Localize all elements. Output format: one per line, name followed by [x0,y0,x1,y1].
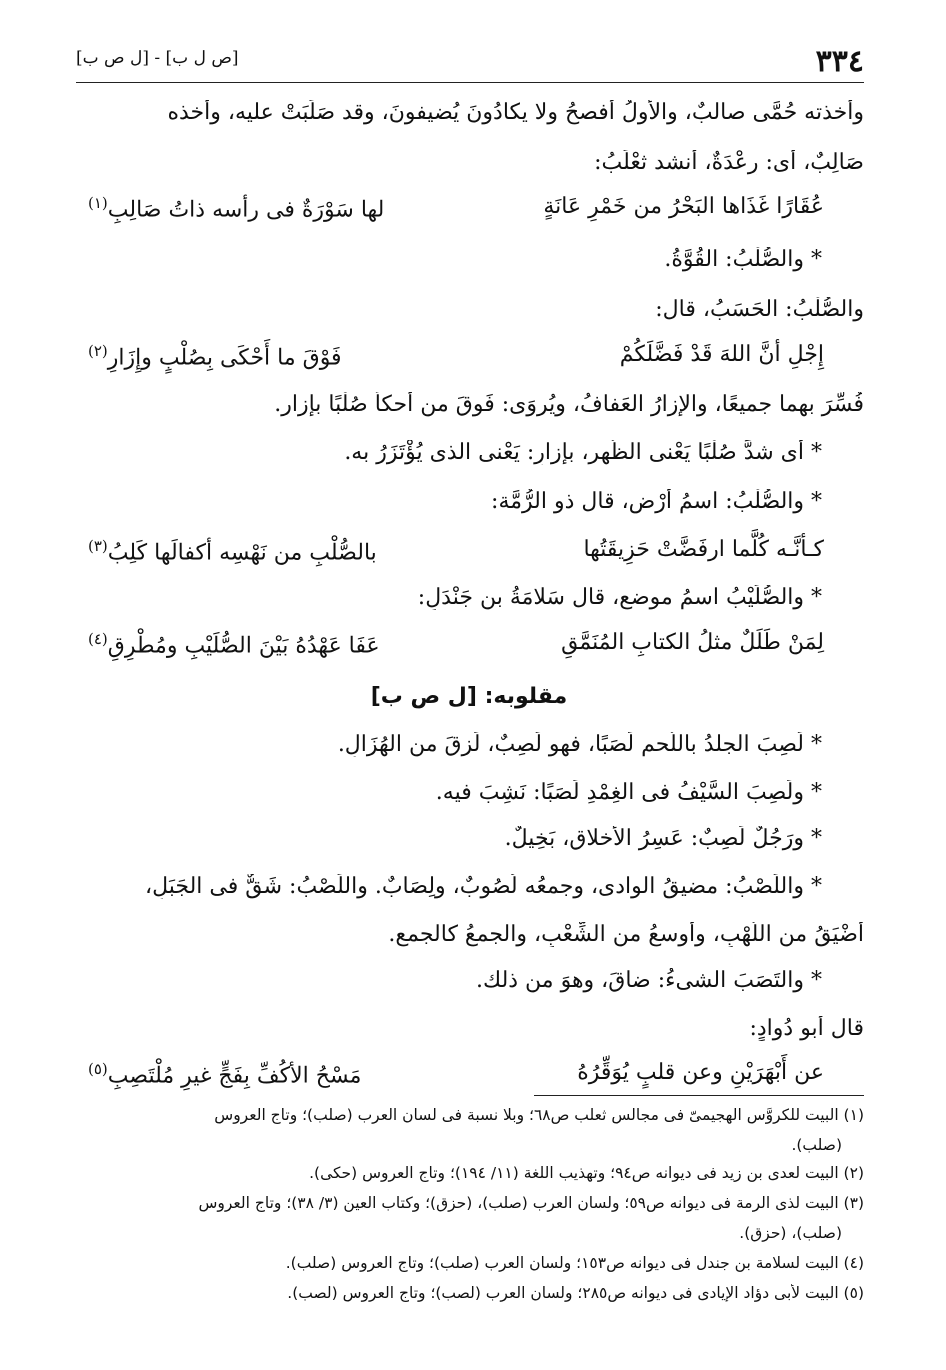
verse-hemistich: لِمَنْ طَلَلٌ مثلُ الكتابِ المُنَمَّقِ [561,630,824,655]
verse-hemistich: لها سَوْرَةٌ فى رأسه ذاتُ صَالِبِ$^{(١)}$ [88,194,385,223]
page-number: ٣٣٤ [815,44,864,79]
text-line: * أى شدَّ صُلْبًا يَعْنى الظَّهر، بإزارٍ: يَعْنى الذى يُؤْتَزَرُ به. [344,440,822,465]
footnote: (١) البيت للكروَّس الهجيمىّ فى مجالس ثعلب ص٦٨؛ وبلا نسبة فى لسان العرب (صلب)؛ وتاج العروس [214,1106,864,1124]
verse-hemistich: مَسْحُ الأكُفِّ بِفَجٍّ غيرِ مُلْتَصِبِ$^{(٥)}$ [88,1060,362,1089]
verse-hemistich: فَوْقَ ما أَحْكَى بِصُلْبٍ وإِزَارِ$^{(٢)}$ [88,342,342,371]
footnote-marker: (٤) [88,630,108,648]
text-line: صَالِبٌ، أى: رِعْدَةٌ، أنشد ثعْلَبُ: [594,150,864,175]
text-line: أَضْيَقُ من اللَّهْبِ، وأوسعُ من الشِّعْبِ، والجمعُ كالجمعِ. [388,922,864,947]
footnote: (٣) البيت لذى الرمة فى ديوانه ص٥٩؛ ولسان العرب (صلب)، (حزق)؛ وكتاب العين (٣/ ٣٨)؛ وتاج العروس [198,1194,864,1212]
text-line: والصُّلْبُ: الحَسَبُ، قال: [655,297,864,322]
footnote: (٤) البيت لسلامة بن جندل فى ديوانه ص١٥٣؛ ولسان العرب (صلب)؛ وتاج العروس (صلب). [285,1254,864,1272]
verse-hemistich: عَفَا عَهْدُهُ بَيْنَ الصُّلَيْبِ ومُطْرِقِ$^{(٤)}$ [88,630,380,659]
footnote-continuation: (صلب)، (حزق). [739,1224,842,1242]
footnote: (٥) البيت لأبى دؤاد الإيادى فى ديوانه ص٢٨٥؛ ولسان العرب (لصب)؛ وتاج العروس (لصب). [287,1284,864,1302]
text-line: * ورَجُلٌ لَصِبٌ: عَسِرُ الأخلاقِ، بَخِيلٌ. [504,826,822,851]
footnote-marker: (٢) [88,342,108,360]
footnote-marker: (٣) [88,537,108,555]
footnote-continuation: (صلب). [791,1136,842,1154]
page-header [76,38,864,83]
text-line: * والتَصَبَ الشىءُ: ضاقَ، وهوَ من ذلك. [476,968,822,993]
footnote-divider [534,1095,864,1096]
text-line: * ولَصِبَ السَّيْفُ فى الغِمْدِ لَصَبًا: نَشِبَ فيه. [435,780,822,805]
verse-hemistich: إِجْلِ أنَّ اللهَ قَدْ فَضَّلَكُمْ [619,342,824,367]
verse-hemistich: كـأنَّـه كُلَّما ارفَضَّتْ حَزِيقَتُها [583,537,824,562]
footnote-marker: (٥) [88,1060,108,1078]
text-line: * والصُّلْبُ: القُوَّةُ. [664,247,822,272]
footnote: (٢) البيت لعدى بن زيد فى ديوانه ص٩٤؛ وتهذيب اللغة (١١/ ١٩٤)؛ وتاج العروس (حكى). [309,1164,864,1182]
text-line: قال أبو دُوادٍ: [749,1016,864,1041]
text-line: * والصُّلْبُ: اسمُ أرْضٍ، قال ذو الرُّمَّة: [491,489,822,514]
section-heading: مقلوبه: [ل ص ب] [370,684,568,709]
text-line: * والصُّلَيْبُ اسمُ موضعٍ، قال سَلامَةُ بن جَنْدَلٍ: [417,585,822,610]
text-line: فُسِّرَ بهما جميعًا، والإزارُ العَفافُ، ويُروَى: فَوقَ من أحكأ صُلْبًا بإزارِ. [274,392,864,417]
text-line: وأخذته حُمَّى صالبٌ، والأولُ أفصحُ ولا يكادُونَ يُضيفونَ، وقد صَلَبَتْ عليه، وأخذه [167,100,864,125]
verse-hemistich: عن أَبْهَرَيْنِ وعن قلبٍ يُوَقِّرُهُ [577,1060,824,1085]
running-head: [ص ل ب] - [ل ص ب] [76,48,239,68]
text-line: * واللِّصْبُ: مضيقُ الوادى، وجمعُه لُصُوبٌ، ولِصَابٌ. واللِّصْبُ: شَقٌّ فى الجَبَلِ، [145,874,822,899]
verse-hemistich: عُقَارًا غَذَاها البَحْرُ من خَمْرِ عَانَةٍ [543,194,824,219]
verse-hemistich: بالصُّلْبِ من نَهْسِه أكفالَها كَلِبُ$^{(٣)}$ [88,537,377,566]
footnote-marker: (١) [88,194,108,212]
text-line: * لَصِبَ الجلدُ باللَّحم لَصَبًا، فهو لَصِبٌ، لَزِقَ من الهُزَالِ. [337,732,822,757]
